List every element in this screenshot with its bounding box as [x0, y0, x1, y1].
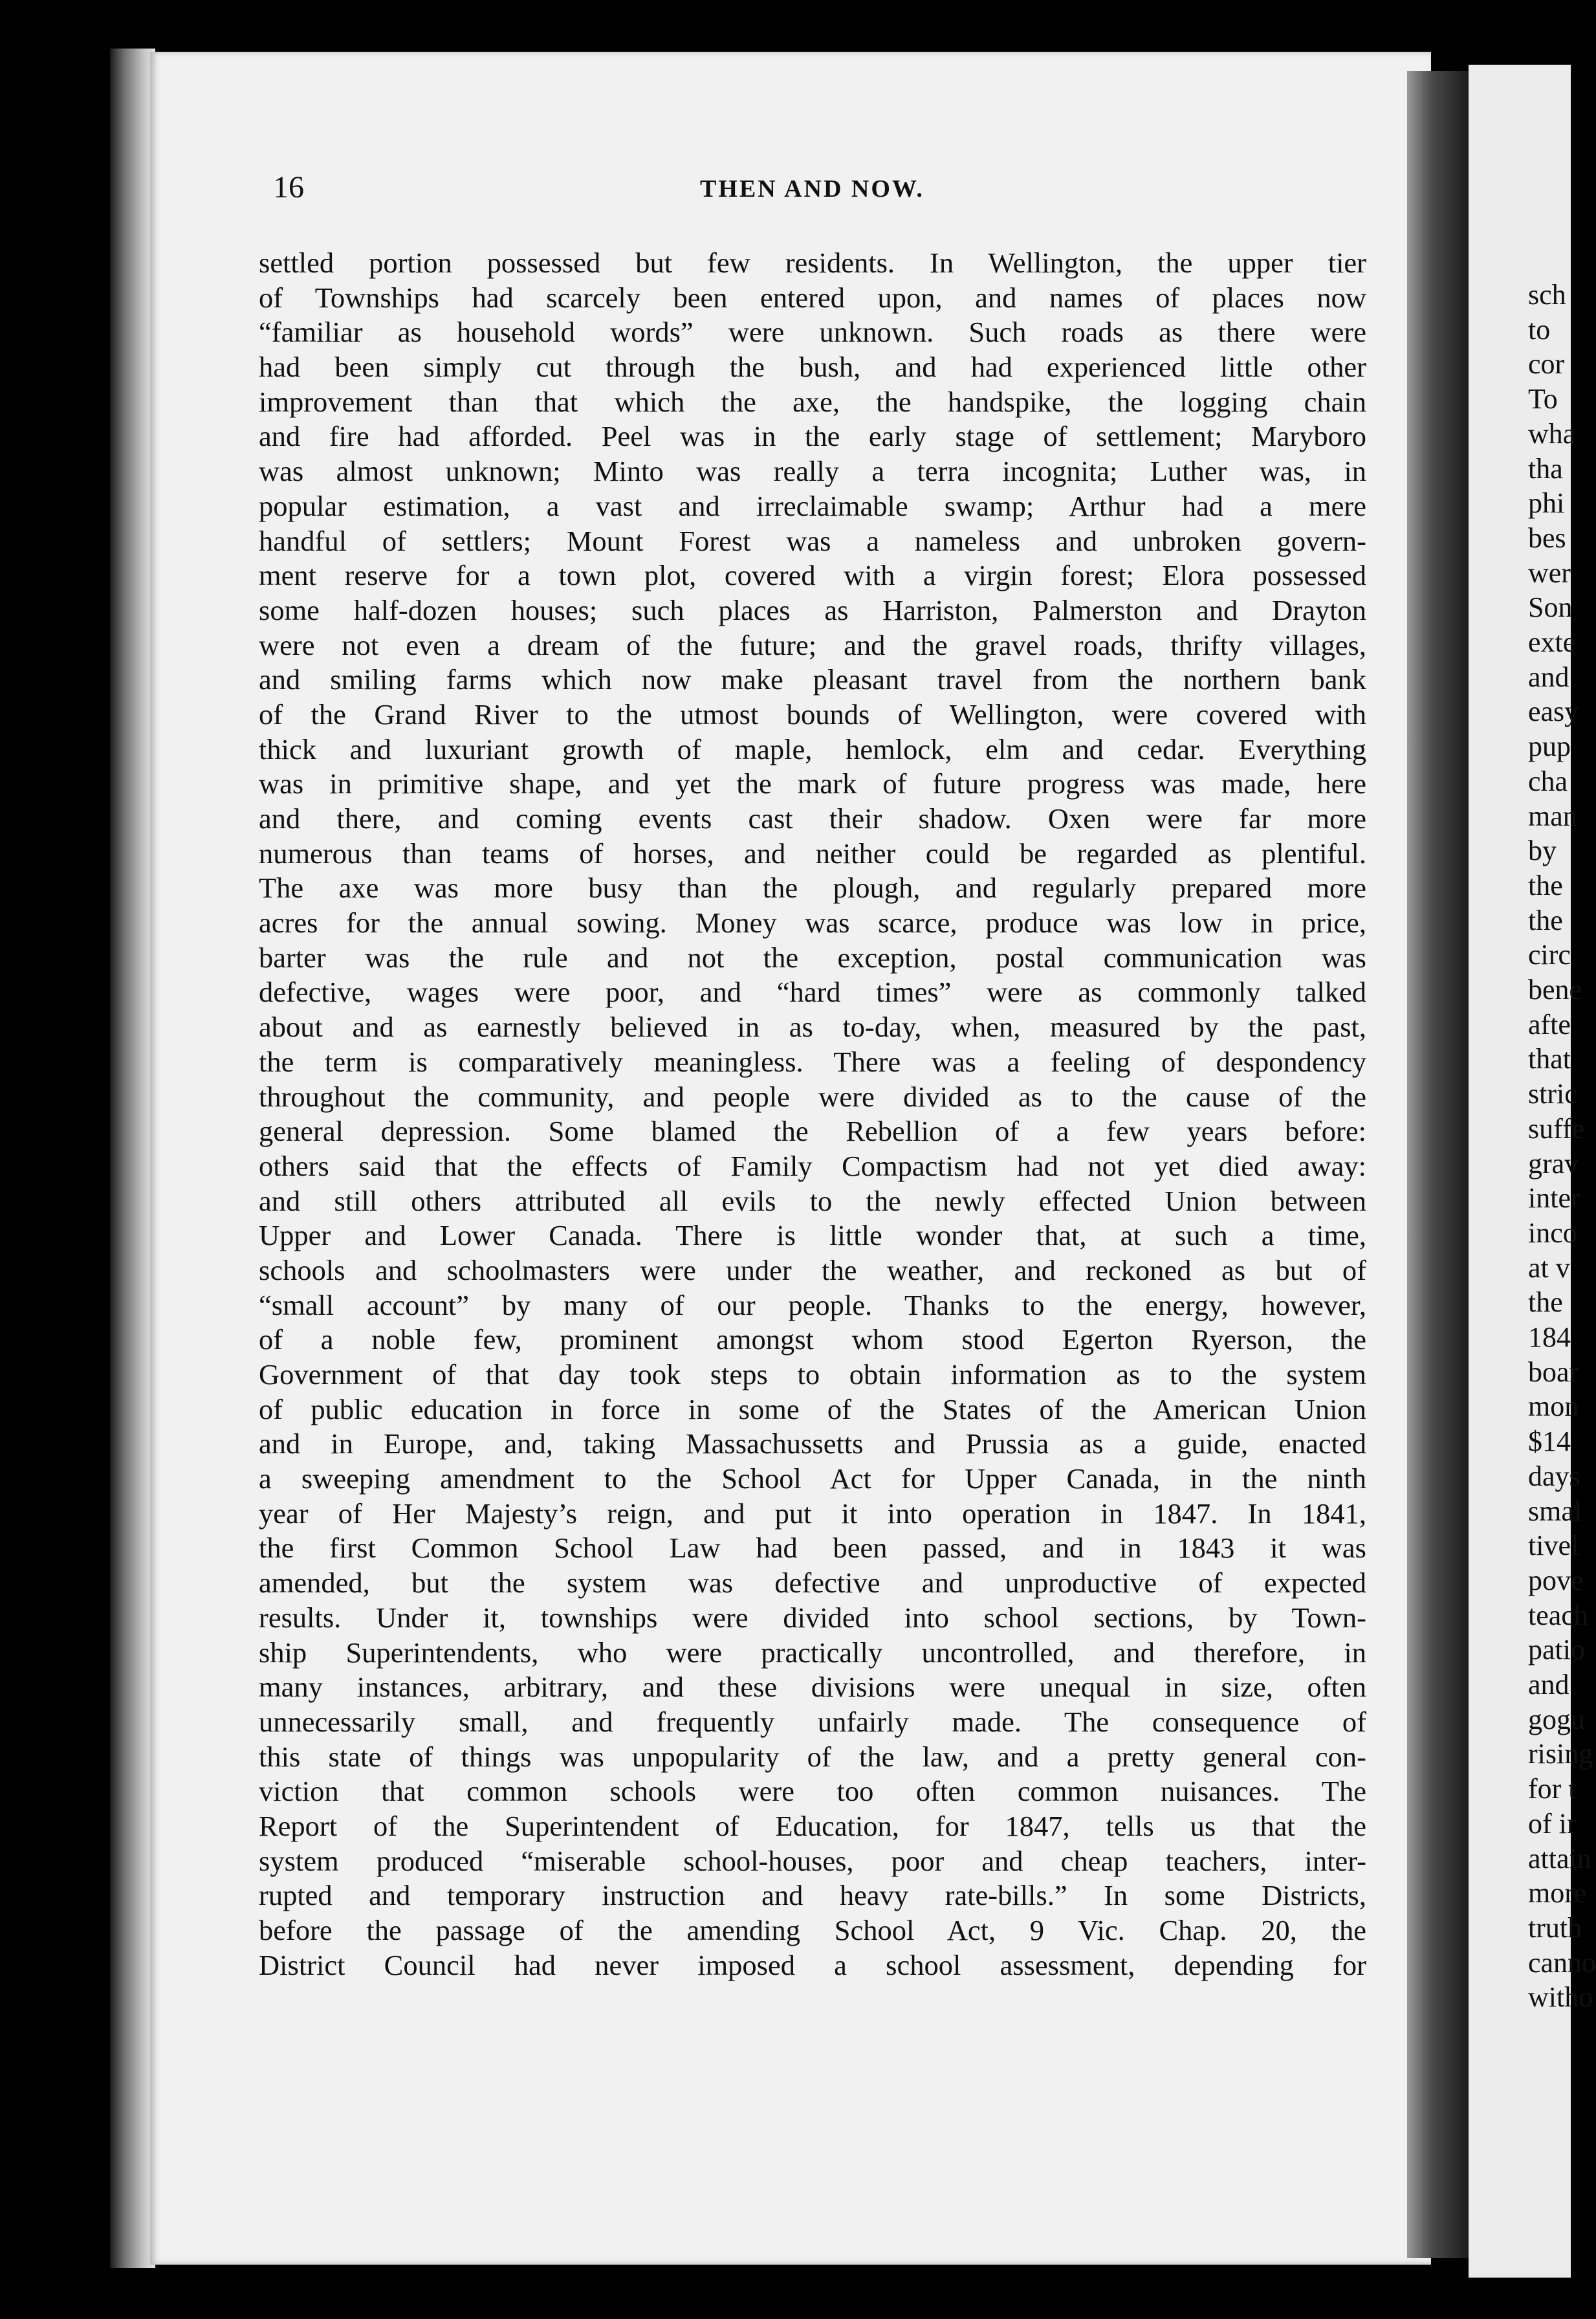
text-line: Government of that day took steps to obtain information as to the system — [259, 1358, 1366, 1390]
adjacent-page-fragment: tivel — [1528, 1530, 1579, 1562]
adjacent-page-fragment: gogu — [1528, 1703, 1585, 1735]
text-line: handful of settlers; Mount Forest was a nameless and unbroken govern- — [259, 524, 1366, 557]
text-line: popular estimation, a vast and irreclaimable swamp; Arthur had a mere — [259, 489, 1366, 522]
adjacent-page-fragment: suffe — [1528, 1112, 1585, 1145]
adjacent-page-fragment: the — [1528, 869, 1563, 901]
text-line: was almost unknown; Minto was really a terra incognita; Luther was, in — [259, 455, 1366, 488]
text-line: “small account” by many of our people. Thanks to the energy, however, — [259, 1288, 1366, 1321]
text-line: about and as earnestly believed in as to-day, when, measured by the past, — [259, 1011, 1366, 1044]
adjacent-page-fragment: tha — [1528, 452, 1563, 485]
adjacent-page-fragment: for t — [1528, 1773, 1577, 1805]
text-line: improvement than that which the axe, the handspike, the logging chain — [259, 385, 1366, 418]
adjacent-page-fragment: patio — [1528, 1634, 1585, 1666]
adjacent-page-fragment: more — [1528, 1877, 1587, 1909]
adjacent-page-fragment: sch — [1528, 279, 1566, 311]
adjacent-page-fragment: that — [1528, 1043, 1571, 1075]
text-line: of the Grand River to the utmost bounds of Wellington, were covered with — [259, 698, 1366, 731]
text-line: and there, and coming events cast their shadow. Oxen were far more — [259, 802, 1366, 835]
text-line: rupted and temporary instruction and heavy rate-bills.” In some Districts, — [259, 1879, 1366, 1912]
adjacent-page-fragment: cha — [1528, 765, 1568, 797]
text-line: Report of the Superintendent of Education, for 1847, tells us that the — [259, 1809, 1366, 1842]
text-line: ment reserve for a town plot, covered with a virgin forest; Elora possessed — [259, 559, 1366, 592]
text-line: of a noble few, prominent amongst whom stood Egerton Ryerson, the — [259, 1323, 1366, 1356]
text-line: a sweeping amendment to the School Act for Upper Canada, in the ninth — [259, 1462, 1366, 1495]
adjacent-page-fragment: days — [1528, 1460, 1580, 1492]
page-edge — [110, 49, 155, 2268]
text-line: and smiling farms which now make pleasant travel from the northern bank — [259, 663, 1366, 696]
adjacent-page-fragment: at v — [1528, 1251, 1570, 1284]
text-line: and still others attributed all evils to the newly effected Union between — [259, 1184, 1366, 1217]
text-line: defective, wages were poor, and “hard times” were as commonly talked — [259, 976, 1366, 1009]
adjacent-page-fragment: rising — [1528, 1738, 1593, 1770]
text-line: The axe was more busy than the plough, and regularly prepared more — [259, 872, 1366, 905]
adjacent-page-fragment: 184 — [1528, 1321, 1571, 1353]
adjacent-page-fragment: stric — [1528, 1078, 1577, 1110]
adjacent-page-fragment: mon — [1528, 1390, 1579, 1423]
text-line: ship Superintendents, who were practically uncontrolled, and therefore, in — [259, 1636, 1366, 1669]
adjacent-page-fragment: and — [1528, 661, 1569, 693]
adjacent-page-fragment: wha — [1528, 417, 1576, 450]
adjacent-page-fragment: To — [1528, 383, 1558, 415]
adjacent-page — [1469, 65, 1596, 2278]
adjacent-page-fragment: and — [1528, 1669, 1569, 1700]
page-number: 16 — [273, 170, 304, 204]
text-line: before the passage of the amending School Act, 9 Vic. Chap. 20, the — [259, 1914, 1366, 1946]
text-line: the term is comparatively meaningless. There was a feeling of despondency — [259, 1045, 1366, 1078]
text-line: year of Her Majesty’s reign, and put it into operation in 1847. In 1841, — [259, 1497, 1366, 1530]
adjacent-page-fragment: $14 — [1528, 1425, 1571, 1458]
text-line: were not even a dream of the future; and the gravel roads, thrifty villages, — [259, 628, 1366, 661]
text-line: barter was the rule and not the exception, postal communication was — [259, 941, 1366, 974]
adjacent-page-fragment: grav — [1528, 1147, 1579, 1180]
adjacent-page-fragment: smal — [1528, 1495, 1582, 1527]
text-line: schools and schoolmasters were under the weather, and reckoned as but of — [259, 1253, 1366, 1286]
text-line: amended, but the system was defective and unproductive of expected — [259, 1566, 1366, 1599]
adjacent-page-fragment: phi — [1528, 487, 1565, 520]
adjacent-page-fragment: exte — [1528, 626, 1576, 658]
text-line: the first Common School Law had been passed, and in 1843 it was — [259, 1532, 1366, 1565]
text-line: District Council had never imposed a school assessment, depending for — [259, 1948, 1366, 1981]
adjacent-page-fragment: inter — [1528, 1182, 1580, 1214]
text-line: acres for the annual sowing. Money was scarce, produce was low in price, — [259, 907, 1366, 940]
adjacent-page-fragment: man — [1528, 800, 1577, 832]
text-line: system produced “miserable school-houses, poor and cheap teachers, inter- — [259, 1844, 1366, 1877]
adjacent-page-fragment: afte — [1528, 1008, 1571, 1040]
adjacent-page-fragment: pove — [1528, 1564, 1584, 1596]
text-line: general depression. Some blamed the Rebellion of a few years before: — [259, 1115, 1366, 1148]
adjacent-page-fragment: Son — [1528, 591, 1573, 624]
body-text — [259, 246, 1366, 1983]
adjacent-page-fragment: teach — [1528, 1599, 1588, 1631]
text-line: numerous than teams of horses, and neither could be regarded as plentiful. — [259, 837, 1366, 870]
text-line: and fire had afforded. Peel was in the early stage of settlement; Maryboro — [259, 420, 1366, 453]
adjacent-page-fragment: truth — [1528, 1911, 1582, 1944]
text-line: some half-dozen houses; such places as Harriston, Palmerston and Drayton — [259, 593, 1366, 626]
adjacent-page-fragment: inco — [1528, 1216, 1577, 1249]
text-line: others said that the effects of Family Compactism had not yet died away: — [259, 1149, 1366, 1182]
adjacent-page-fragment: attain — [1528, 1842, 1591, 1874]
adjacent-page-fragment: bes — [1528, 522, 1566, 554]
text-line: Upper and Lower Canada. There is little wonder that, at such a time, — [259, 1219, 1366, 1252]
text-line: throughout the community, and people were divided as to the cause of the — [259, 1080, 1366, 1113]
text-line: unnecessarily small, and frequently unfairly made. The consequence of — [259, 1705, 1366, 1738]
text-line: viction that common schools were too often common nuisances. The — [259, 1775, 1366, 1808]
text-line: “familiar as household words” were unknown. Such roads as there were — [259, 316, 1366, 349]
adjacent-page-fragment: to — [1528, 313, 1551, 346]
adjacent-page-fragment: wer — [1528, 556, 1571, 589]
adjacent-page-fragment: the — [1528, 1286, 1563, 1319]
adjacent-page-fragment: easy — [1528, 696, 1579, 728]
text-line: this state of things was unpopularity of the law, and a pretty general con- — [259, 1740, 1366, 1773]
gutter-shadow — [1407, 71, 1469, 2258]
adjacent-page-fragment: circ — [1528, 939, 1571, 971]
adjacent-page-fragment: canno — [1528, 1946, 1596, 1979]
adjacent-page-fragment: by — [1528, 835, 1557, 867]
adjacent-page-fragment: bene — [1528, 974, 1582, 1006]
text-line: was in primitive shape, and yet the mark of future progress was made, here — [259, 767, 1366, 800]
text-line: had been simply cut through the bush, and had experienced little other — [259, 351, 1366, 384]
page-header — [273, 170, 1347, 208]
text-line: thick and luxuriant growth of maple, hemlock, elm and cedar. Everything — [259, 732, 1366, 765]
text-line: settled portion possessed but few residents. In Wellington, the upper tier — [259, 247, 1366, 279]
text-line: and in Europe, and, taking Massachussetts and Prussia as a guide, enacted — [259, 1427, 1366, 1460]
text-line: many instances, arbitrary, and these divisions were unequal in size, often — [259, 1671, 1366, 1704]
adjacent-page-fragment: the — [1528, 904, 1563, 936]
adjacent-page-fragment: of ir — [1528, 1807, 1577, 1840]
adjacent-page-fragment: witho — [1528, 1981, 1593, 2014]
adjacent-page-fragment: cor — [1528, 348, 1565, 380]
adjacent-page-fragment: boar — [1528, 1356, 1579, 1388]
adjacent-page-fragment: pup — [1528, 731, 1571, 763]
text-line: results. Under it, townships were divided into school sections, by Town- — [259, 1601, 1366, 1634]
text-line: of public education in force in some of the States of the American Union — [259, 1392, 1366, 1425]
running-head: THEN AND NOW. — [700, 175, 924, 203]
text-line: of Townships had scarcely been entered upon, and names of places now — [259, 281, 1366, 314]
